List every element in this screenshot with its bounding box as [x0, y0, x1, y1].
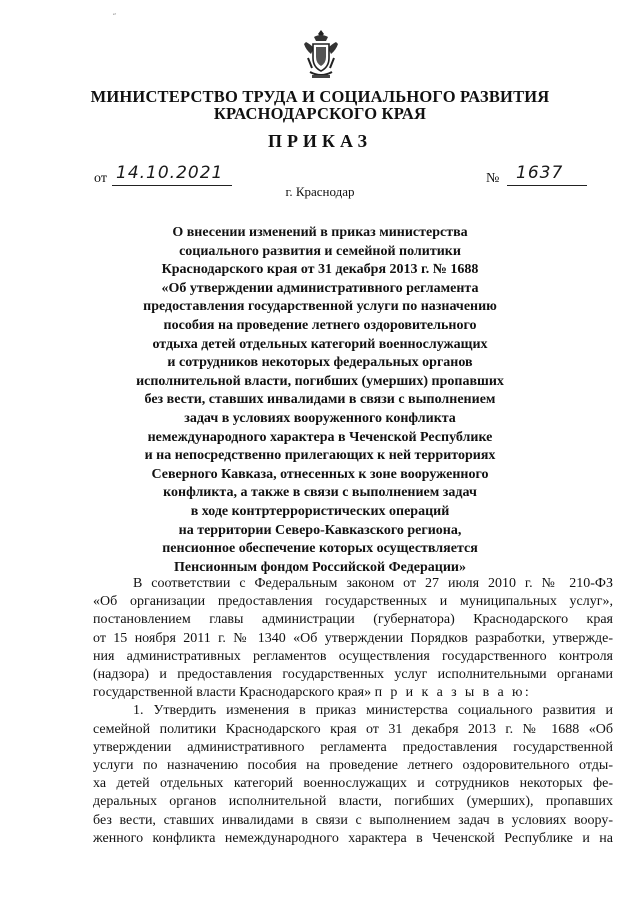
order-subject [90, 224, 550, 577]
subject-line: на территории Северо-Кавказского региона, [178, 522, 462, 538]
body-line: (надзора) и предоставления государственных услуг исполнительными органами [93, 667, 613, 683]
order-body [93, 575, 613, 848]
subject-line: пособия на проведение летнего оздоровительного [163, 317, 477, 333]
body-line: ха детей отдельных категорий военнослужащих и сотрудников некоторых фе- [93, 776, 613, 792]
ministry-line-1: МИНИСТЕРСТВО ТРУДА И СОЦИАЛЬНОГО РАЗВИТИЯ [90, 87, 550, 106]
subject-line: социального развития и семейной политики [179, 243, 461, 259]
body-line: утверждении административного регламента предоставления государственной [93, 739, 613, 755]
body-line-text: государственной власти Краснодарского края» [93, 685, 372, 701]
city: г. Краснодар [285, 184, 355, 199]
subject-line: Пенсионным фондом Российской Федерации» [174, 559, 466, 575]
subject-line: задач в условиях вооруженного конфликта [184, 410, 456, 426]
subject-line: предоставления государственной услуги по назначению [143, 299, 497, 315]
subject-line: Краснодарского края от 31 декабря 2013 г. № 1688 [161, 262, 479, 278]
body-line: от 15 ноября 2011 г. № 1340 «Об утверждении Порядков разработки, утвержде- [93, 630, 613, 646]
subject-line: отдыха детей отдельных категорий военнослужащих [152, 336, 488, 352]
body-line: деральных органов исполнительной власти, погибших (умерших), пропавших [93, 794, 613, 810]
document-type: ПРИКАЗ [267, 131, 373, 151]
ministry-line-2: КРАСНОДАРСКОГО КРАЯ [213, 104, 427, 123]
number-prefix: № [486, 171, 500, 186]
subject-line: О внесении изменений в приказ министерства [172, 225, 468, 240]
order-verb: п р и к а з ы в а ю: [374, 685, 532, 701]
body-line: ния административных регламентов осуществления государственного контроля [93, 648, 613, 664]
body-line: «Об организации предоставления государственных и муниципальных услуг», [93, 594, 613, 610]
scan-mark: ˝ [113, 12, 116, 22]
subject-line: конфликта, а также в связи с выполнением задач [163, 485, 477, 501]
body-line: 1. Утвердить изменения в приказ министерства социального развития и [133, 703, 613, 719]
body-line: В соответствии с Федеральным законом от 27 июля 2010 г. № 210-ФЗ [133, 576, 613, 591]
body-line [93, 684, 613, 702]
date-prefix: от [94, 171, 107, 186]
body-line: услуги по назначению пособия на проведение летнего оздоровительного отды- [93, 758, 613, 774]
coat-of-arms-icon [300, 28, 342, 80]
subject-line: и сотрудников некоторых федеральных органов [167, 355, 473, 371]
ministry-name [60, 88, 580, 122]
body-line: постановлением главы администрации (губернатора) Краснодарского края [93, 612, 613, 628]
subject-line: пенсионное обеспечение которых осуществляется [162, 541, 478, 557]
date-handwritten: 14.10.2021 [116, 163, 224, 183]
subject-line: исполнительной власти, погибших (умерших) пропавших [136, 373, 504, 389]
subject-line: «Об утверждении административного регламента [161, 280, 479, 296]
subject-line: Северного Кавказа, отнесенных к зоне вооруженного [151, 466, 489, 482]
number-handwritten: 1637 [516, 163, 564, 183]
subject-line: в ходе контртеррористических операций [190, 503, 450, 519]
subject-line: немеждународного характера в Чеченской Республике [147, 429, 493, 445]
body-line: женного конфликта немеждународного характера в Чеченской Республике и на [93, 830, 613, 846]
body-line: семейной политики Краснодарского края от 31 декабря 2013 г. № 1688 «Об [93, 721, 613, 737]
body-line: без вести, ставших инвалидами в связи с выполнением задач в условиях воору- [93, 812, 613, 828]
subject-line: и на непосредственно прилегающих к ней территориях [144, 448, 496, 464]
subject-line: без вести, ставших инвалидами в связи с выполнением [144, 392, 496, 408]
